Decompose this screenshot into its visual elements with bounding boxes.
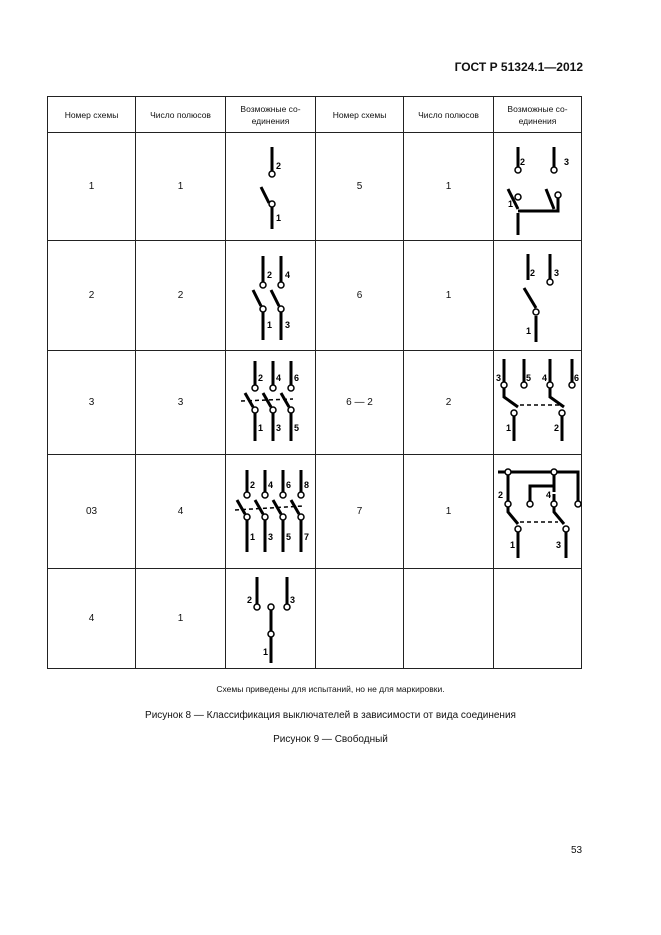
switch-classification-table	[47, 96, 582, 669]
column-header: Число полюсов	[136, 97, 226, 133]
scheme-2-diagram	[227, 246, 315, 346]
terminal-label: 5	[293, 422, 299, 433]
terminal-label: 1	[249, 531, 255, 542]
table-header-row	[48, 97, 582, 133]
scheme-3-diagram	[227, 355, 315, 451]
terminal-label: 3	[556, 539, 562, 550]
scheme-7-diagram	[494, 462, 582, 562]
connection-diagram	[226, 241, 316, 351]
poles-count: 1	[404, 241, 494, 351]
column-header: Номер схемы	[48, 97, 136, 133]
terminal-label: 3	[554, 267, 560, 278]
poles-count: 1	[404, 455, 494, 569]
scheme-number	[316, 569, 404, 669]
scheme-6-2-diagram	[494, 355, 582, 451]
scheme-5-diagram	[494, 137, 582, 237]
terminal-label: 1	[526, 325, 532, 336]
terminal-label: 4	[284, 269, 290, 280]
terminal-label: 1	[510, 539, 516, 550]
terminal-label: 8	[303, 479, 309, 490]
terminal-label: 2	[257, 372, 263, 383]
terminal-label: 1	[266, 319, 272, 330]
terminal-label: 7	[303, 531, 309, 542]
terminal-label: 3	[267, 531, 273, 542]
terminal-label: 1	[508, 198, 514, 209]
poles-count: 3	[136, 351, 226, 455]
terminal-label: 2	[266, 269, 272, 280]
terminal-label: 2	[275, 160, 281, 171]
column-header: Возможные со-единения	[226, 97, 316, 133]
scheme-number: 7	[316, 455, 404, 569]
table-row	[48, 455, 582, 569]
scheme-number: 4	[48, 569, 136, 669]
terminal-label: 3	[275, 422, 281, 433]
terminal-label: 6	[293, 372, 299, 383]
scheme-number: 6 — 2	[316, 351, 404, 455]
scheme-number: 6	[316, 241, 404, 351]
figure-8-caption: Рисунок 8 — Классификация выключателей в зависимости от вида соединения	[145, 710, 516, 721]
terminal-label: 2	[246, 594, 252, 605]
poles-count: 1	[404, 133, 494, 241]
terminal-label: 6	[285, 479, 291, 490]
connection-diagram	[494, 133, 582, 241]
terminal-label: 1	[262, 646, 268, 657]
terminal-label: 1	[506, 422, 512, 433]
terminal-label: 4	[267, 479, 273, 490]
scheme-number: 2	[48, 241, 136, 351]
terminal-label: 2	[520, 156, 526, 167]
terminal-label: 5	[285, 531, 291, 542]
connection-diagram	[226, 455, 316, 569]
table-row	[48, 241, 582, 351]
terminal-label: 4	[275, 372, 281, 383]
scheme-6-diagram	[494, 246, 582, 346]
figure-note: Схемы приведены для испытаний, но не для маркировки.	[216, 684, 445, 694]
connection-diagram	[226, 351, 316, 455]
poles-count: 1	[136, 569, 226, 669]
terminal-label: 2	[498, 489, 504, 500]
scheme-number: 3	[48, 351, 136, 455]
terminal-label: 2	[530, 267, 536, 278]
connection-diagram	[226, 569, 316, 669]
connection-diagram	[494, 455, 582, 569]
poles-count: 2	[404, 351, 494, 455]
terminal-label: 1	[275, 212, 281, 223]
scheme-number: 03	[48, 455, 136, 569]
column-header: Номер схемы	[316, 97, 404, 133]
column-header: Возможные со-единения	[494, 97, 582, 133]
terminal-label: 2	[554, 422, 560, 433]
connection-diagram	[494, 351, 582, 455]
scheme-1-diagram	[227, 137, 315, 237]
connection-diagram	[494, 241, 582, 351]
terminal-label: 3	[284, 319, 290, 330]
terminal-label: 3	[496, 372, 502, 383]
table-row	[48, 133, 582, 241]
figure-9-caption: Рисунок 9 — Свободный	[273, 734, 388, 745]
terminal-label: 5	[526, 372, 532, 383]
poles-count: 1	[136, 133, 226, 241]
table-row	[48, 351, 582, 455]
scheme-4-diagram	[227, 573, 315, 665]
scheme-03-diagram	[227, 462, 315, 562]
terminal-label: 3	[289, 594, 295, 605]
document-code: ГОСТ Р 51324.1—2012	[454, 60, 583, 74]
terminal-label: 3	[564, 156, 570, 167]
table-row	[48, 569, 582, 669]
poles-count	[404, 569, 494, 669]
scheme-number: 1	[48, 133, 136, 241]
terminal-label: 4	[542, 372, 548, 383]
terminal-label: 1	[257, 422, 263, 433]
terminal-label: 4	[546, 489, 552, 500]
empty-cell	[494, 569, 582, 669]
page-number: 53	[571, 845, 583, 856]
scheme-number: 5	[316, 133, 404, 241]
terminal-label: 6	[574, 372, 580, 383]
poles-count: 2	[136, 241, 226, 351]
terminal-label: 2	[249, 479, 255, 490]
column-header: Число полюсов	[404, 97, 494, 133]
poles-count: 4	[136, 455, 226, 569]
connection-diagram	[226, 133, 316, 241]
